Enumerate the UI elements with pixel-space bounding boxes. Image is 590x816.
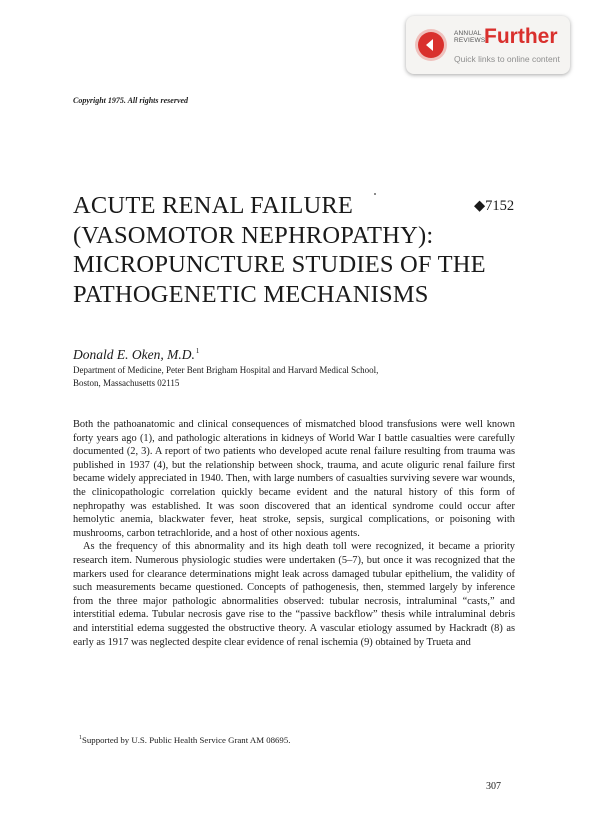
badge-further-label: Further (484, 25, 558, 48)
affiliation-line: Boston, Massachusetts 02115 (73, 377, 180, 388)
badge-publisher-label: ANNUAL REVIEWS (454, 30, 486, 44)
article-code: ◆7152 (474, 198, 515, 214)
copyright-line: Copyright 1975. All rights reserved (73, 96, 189, 105)
further-badge[interactable] (406, 16, 570, 74)
author-line (73, 347, 199, 363)
footnote (79, 735, 290, 745)
affiliation (73, 364, 378, 389)
author-footnote-mark[interactable]: 1 (195, 347, 200, 355)
article-title (73, 191, 513, 309)
title-line: MICROPUNCTURE STUDIES OF THE (73, 251, 486, 278)
article-body (73, 418, 515, 649)
annual-reviews-logo-icon (418, 32, 444, 58)
affiliation-line: Department of Medicine, Peter Bent Brigham Hospital and Harvard Medical School, (73, 365, 379, 375)
footnote-text: Supported by U.S. Public Health Service Grant AM 08695. (82, 735, 291, 745)
footnote-mark: 1 (79, 735, 82, 741)
title-line: ACUTE RENAL FAILURE (73, 192, 354, 219)
author-name: Donald E. Oken, M.D. (73, 347, 195, 362)
page-number: 307 (486, 781, 501, 792)
body-paragraph: Both the pathoanatomic and clinical consequences of mismatched blood transfusions were well known forty years ago (1), and pathologic alterations in kidneys of World War I battle casualties were carefully documented (2, 3). A report of two patients who developed acute renal failure resulting from trauma was published in 1937 (4), but the relationship between shock, trauma, and acute oliguric renal failure first became widely appreciated in 1940. Then, with large numbers of casualties surviving severe war wounds, the clinicopathologic correlation quickly became evident and the natural history of this form of nephropathy was established. It was soon discovered that an identical syndrome could occur after hemolytic anemia, blackwater fever, heat stroke, sepsis, surgical complications, or poisoning with mushrooms, carbon tetrachloride, and a host of other noxious agents. (73, 419, 515, 539)
title-line: PATHOGENETIC MECHANISMS (73, 280, 429, 308)
title-line: (VASOMOTOR NEPHROPATHY): (73, 221, 434, 249)
badge-subtitle: Quick links to online content (454, 54, 560, 64)
body-paragraph: As the frequency of this abnormality and its high death toll were recognized, it became a priority research item. Numerous physiologic studies were undertaken (5–7), but once it was recognized that the markers used for clearance determinations might leak across damaged tubular epithelium, the validity of such measurements became questioned. Concepts of pathogenesis, then, stemmed largely by inference from the three major pathologic abnormalities observed: tubular necrosis, intraluminal “casts,” and interstitial edema. Tubular necrosis gave rise to the “passive backflow” thesis while intraluminal debris and interstitial edema suggested the obstructive theory. A vascular etiology assumed by Hackradt (8) as early as 1917 was neglected despite clear evidence of renal ischemia (9) obtained by Trueta and (73, 541, 515, 648)
